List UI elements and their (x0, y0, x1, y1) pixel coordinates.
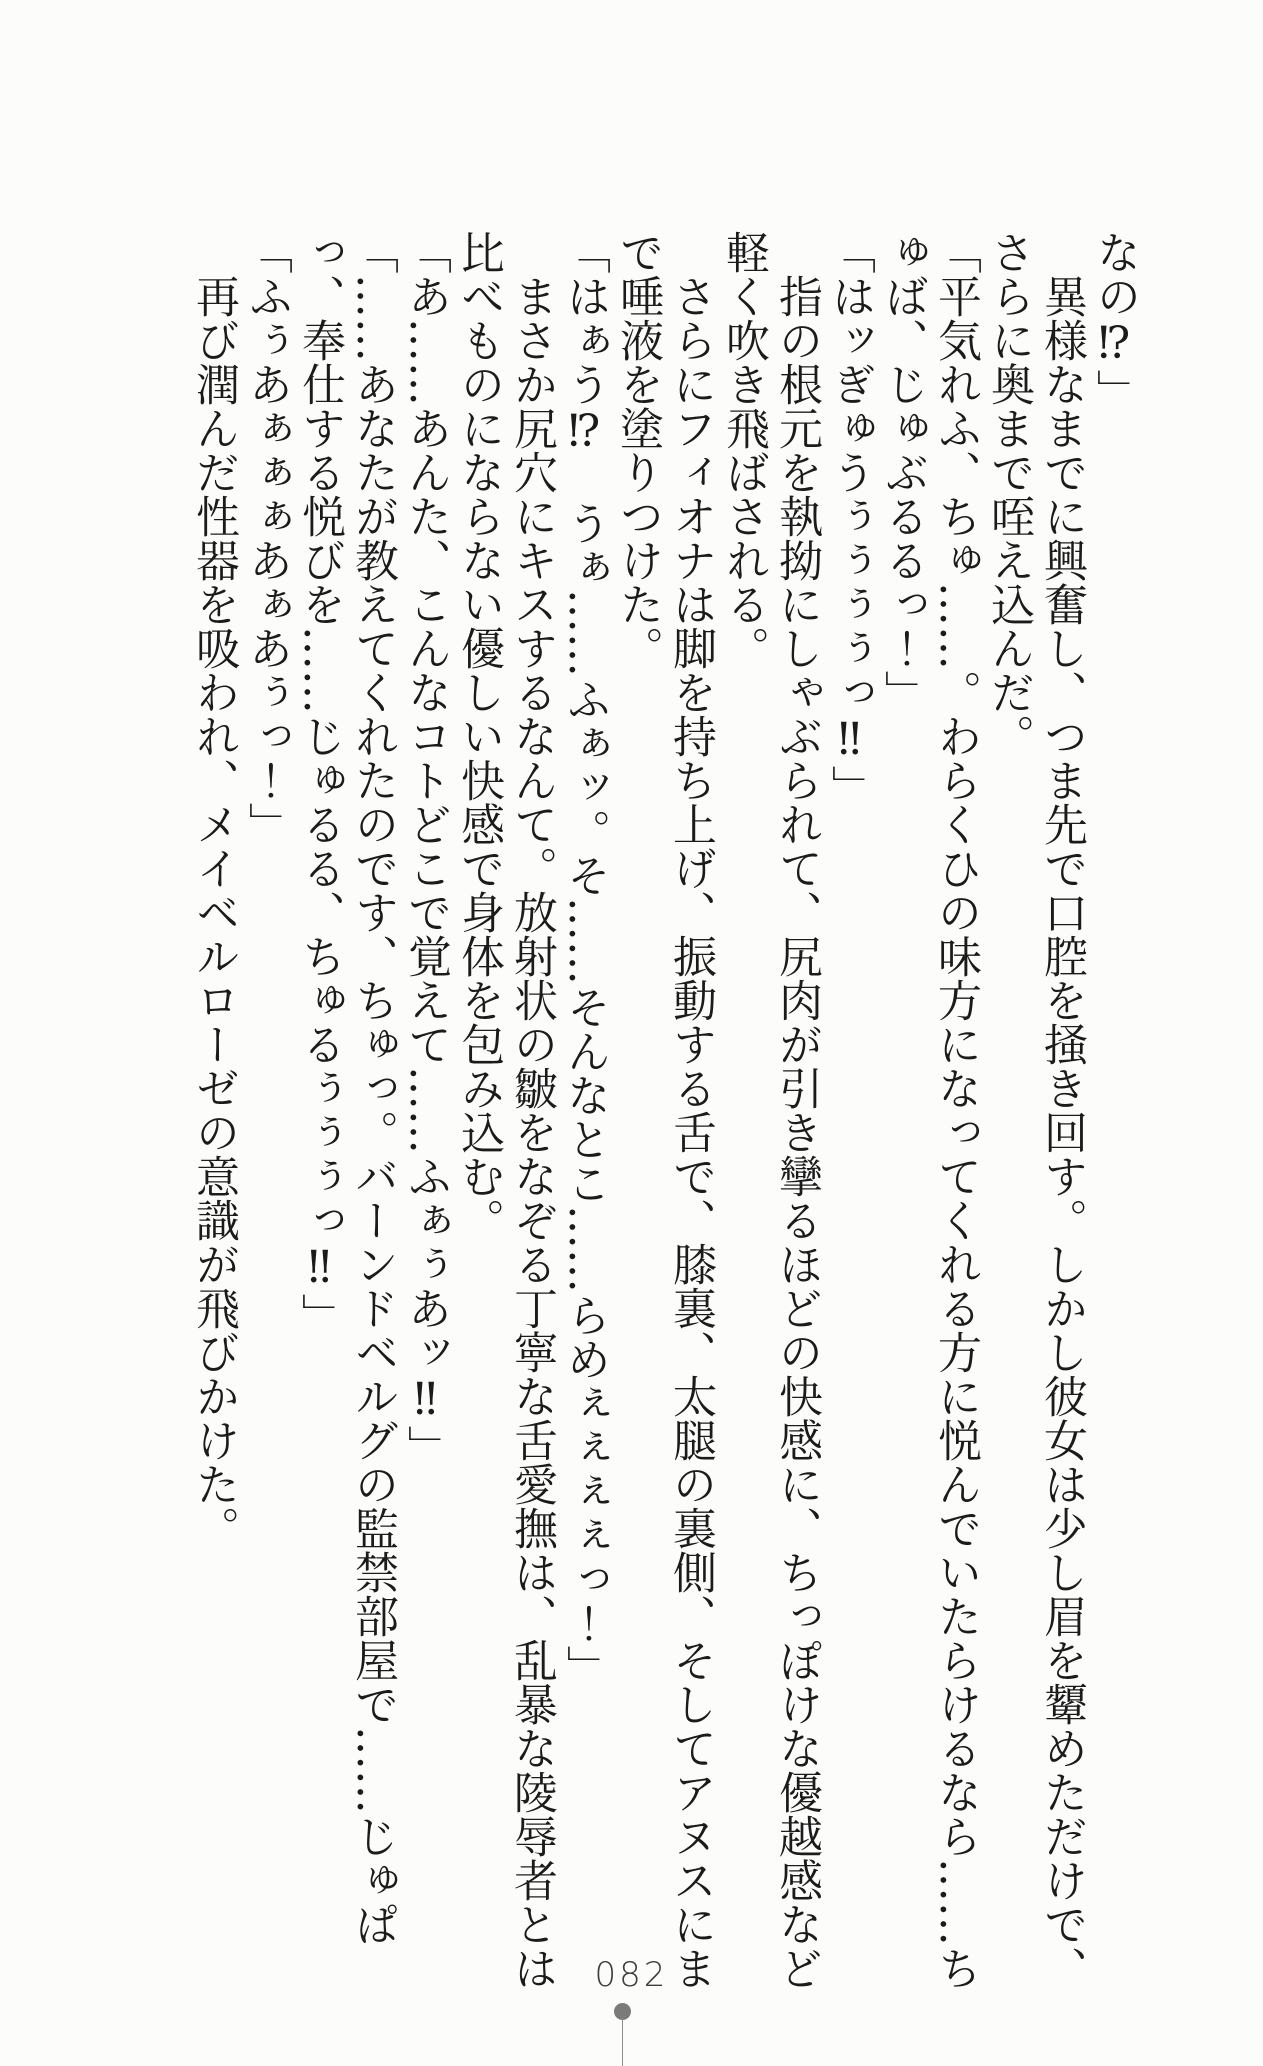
paragraph: 異様なまでに興奮し、つま先で口腔を掻き回す。しかし彼女は少し眉を顰めただけで、さらに奥まで咥え込んだ。 (983, 230, 1087, 1990)
paragraph: 「はぁう⁉ うぁ……ふぁッ。そ……そんなとこ……らめぇぇぇぇっ！」 (559, 230, 610, 1689)
paragraph: 指の根元を執拗にしゃぶられて、尻肉が引き攣るほどの快感に、ちっぽけな優越感など軽く吹き飛ばされる。 (718, 230, 822, 1990)
paragraph: 再び潤んだ性器を吸われ、メイベルローゼの意識が飛びかけた。 (188, 274, 239, 1550)
paragraph: さらにフィオナは脚を持ち上げ、振動する舌で、膝裏、太腿の裏側、そしてアヌスにまで唾液を塗りつけた。 (612, 230, 716, 1990)
page-number: 082 (594, 1955, 669, 1995)
paragraph: 「ふぅあぁぁぁあぁあぅっ！」 (241, 230, 292, 846)
paragraph: 「……あなたが教えてくれたのです、ちゅっ。バーンドベルグの監禁部屋で……じゅぱっ、奉仕する悦びを……じゅるる、ちゅるぅぅぅっ‼」 (294, 230, 398, 1946)
paragraph: 「平気れふ、ちゅ……。わらくひの味方になってくれる方に悦んでいたらけるなら……ちゅば、じゅぶるるっ！」 (877, 230, 981, 1990)
paragraph: 「はッぎゅうぅぅぅぅっ‼」 (824, 230, 875, 809)
paragraph: なの⁉」 (1089, 230, 1140, 413)
paragraph: 「あ……あんた、こんなコトどこで覚えて……ふぁぅあッ‼」 (400, 230, 451, 1469)
paragraph: まさか尻穴にキスするなんて。放射状の皺をなぞる丁寧な舌愛撫は、乱暴な陵辱者とは比べものにならない優しい快感で身体を包み込む。 (453, 230, 557, 1990)
footer-rule-line (622, 2018, 623, 2066)
page-text (185, 230, 1141, 1990)
